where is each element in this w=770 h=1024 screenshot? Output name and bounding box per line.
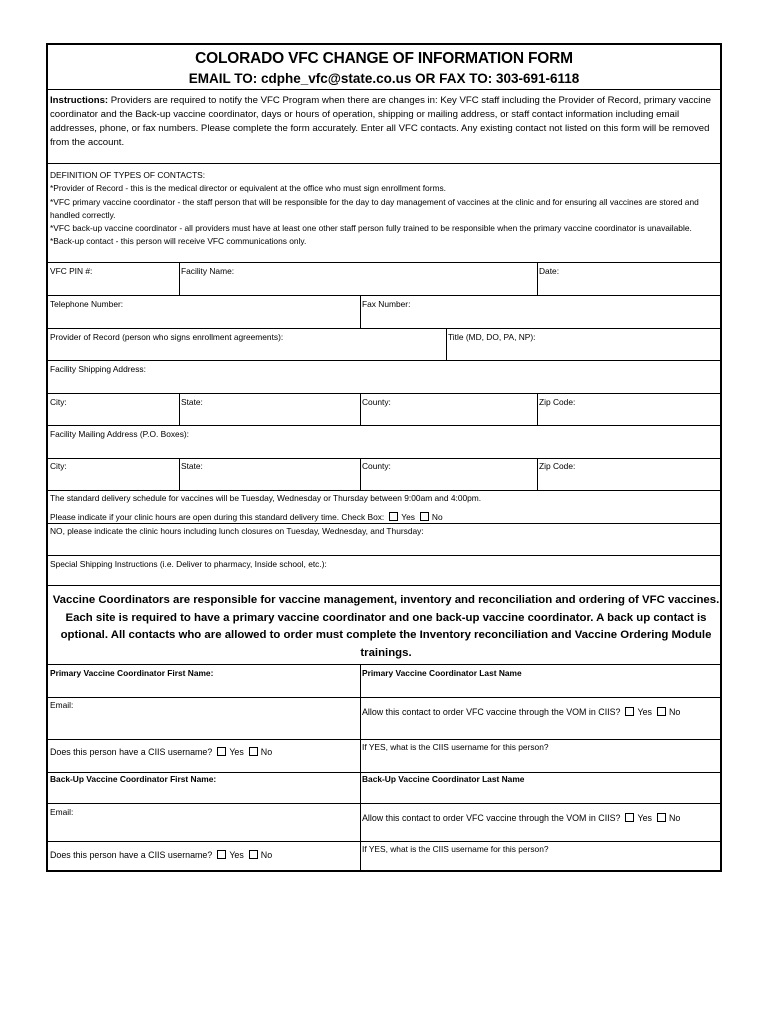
- fax-label: Fax Number:: [362, 299, 411, 309]
- primary-first-name-label: Primary Vaccine Coordinator First Name:: [50, 668, 214, 678]
- definitions-heading: DEFINITION OF TYPES OF CONTACTS:: [50, 170, 206, 180]
- telephone-label: Telephone Number:: [50, 299, 124, 309]
- shipping-address-label: Facility Shipping Address:: [50, 364, 146, 374]
- clinic-hours-instruction: NO, please indicate the clinic hours including lunch closures on Tuesday, Wednesday, and Thursday:: [50, 526, 424, 536]
- vfc-change-form: [46, 43, 722, 872]
- city-label: City:: [50, 397, 67, 407]
- backup-allow-order-yes-checkbox[interactable]: [625, 813, 634, 822]
- primary-allow-order-yes-checkbox[interactable]: [625, 707, 634, 716]
- vfc-pin-facility-date-row[interactable]: [48, 262, 722, 295]
- instructions: [50, 94, 722, 150]
- primary-ciis-username-label: If YES, what is the CIIS username for this person?: [362, 742, 549, 752]
- facility-name-label: Facility Name:: [181, 266, 235, 276]
- coordinator-responsibility-text: Vaccine Coordinators are responsible for vaccine management, inventory and reconciliation and ordering of VFC vaccines. Each site is required to have a primary vaccine coordinator and one back-up vaccine coordinator. A back up contact is optional. All contacts who are allowed to order must complete the Inventory reconciliation and Vaccine Ordering Module trainings.: [52, 594, 720, 659]
- backup-email-field[interactable]: [48, 803, 360, 841]
- backup-ciis-username-label: If YES, what is the CIIS username for this person?: [362, 844, 549, 854]
- definition-backup-coordinator: *VFC back-up vaccine coordinator - all providers must have at least one other staff person fully trained to be responsible when the primary vaccine coordinator is unavailable.: [50, 223, 692, 234]
- city-label: City:: [50, 461, 67, 471]
- state-label: State:: [181, 397, 203, 407]
- clinic-hours-yes-checkbox[interactable]: [389, 512, 398, 521]
- zip-label: Zip Code:: [539, 461, 576, 471]
- instructions-label: Instructions:: [50, 95, 109, 106]
- divider: [48, 89, 720, 90]
- definitions: [50, 169, 722, 249]
- backup-ciis-question: Does this person have a CIIS username? Yes No: [50, 850, 273, 860]
- primary-email-field[interactable]: [48, 697, 360, 739]
- delivery-schedule-text: The standard delivery schedule for vaccines will be Tuesday, Wednesday or Thursday between 9:00am and 4:00pm.: [50, 493, 482, 503]
- date-label: Date:: [539, 266, 560, 276]
- primary-allow-order: Allow this contact to order VFC vaccine through the VOM in CIIS? Yes No: [362, 707, 681, 717]
- primary-last-name-label: Primary Vaccine Coordinator Last Name: [362, 668, 522, 678]
- primary-allow-order-no-checkbox[interactable]: [657, 707, 666, 716]
- state-label: State:: [181, 461, 203, 471]
- definition-provider-of-record: *Provider of Record - this is the medical director or equivalent at the office who must sign enrollment forms.: [50, 183, 446, 194]
- shipping-address-field[interactable]: [48, 360, 722, 393]
- clinic-hours-field[interactable]: [48, 537, 722, 555]
- instructions-text: Providers are required to notify the VFC Program when there are changes in: Key VFC staff including the Provider of Record, primary vaccine coordinator and the Back-up vaccine coordinator, days or hours of operation, shipping or mailing address, or staff contact information including email addresses, phone, or fax numbers. Please complete the form accurately. Enter all VFC contacts. Any existing contact not listed on this form will be removed from the account.: [50, 95, 712, 148]
- definition-backup-contact: *Back-up contact - this person will receive VFC communications only.: [50, 236, 307, 247]
- definition-primary-coordinator: *VFC primary vaccine coordinator - the staff person that will be responsible for the day to day management of vaccines at the clinic and for ensuring all vaccines are stored and handled correctly.: [50, 196, 699, 220]
- backup-ciis-username-field[interactable]: [360, 841, 722, 872]
- email-fax-line: EMAIL TO: cdphe_vfc@state.co.us OR FAX TO: 303-691-6118: [188, 71, 580, 86]
- clinic-hours-question: Please indicate if your clinic hours are open during this standard delivery time. Check Box: Yes No: [50, 512, 443, 522]
- special-shipping-field[interactable]: [48, 571, 722, 585]
- county-label: County:: [362, 461, 391, 471]
- no-label: No: [431, 512, 443, 522]
- backup-email-label: Email:: [50, 807, 74, 817]
- clinic-hours-no-checkbox[interactable]: [420, 512, 429, 521]
- county-label: County:: [362, 397, 391, 407]
- telephone-fax-row[interactable]: [48, 295, 722, 328]
- backup-allow-order-no-checkbox[interactable]: [657, 813, 666, 822]
- backup-ciis-no-checkbox[interactable]: [249, 850, 258, 859]
- backup-name-row[interactable]: [48, 772, 722, 803]
- backup-ciis-yes-checkbox[interactable]: [217, 850, 226, 859]
- mailing-address-label: Facility Mailing Address (P.O. Boxes):: [50, 429, 190, 439]
- primary-ciis-yes-checkbox[interactable]: [217, 747, 226, 756]
- zip-label: Zip Code:: [539, 397, 576, 407]
- provider-of-record-label: Provider of Record (person who signs enrollment agreements):: [50, 332, 284, 342]
- primary-ciis-username-field[interactable]: [360, 739, 722, 772]
- mailing-city-state-row[interactable]: [48, 458, 722, 490]
- vfc-pin-label: VFC PIN #:: [50, 266, 93, 276]
- backup-allow-order: Allow this contact to order VFC vaccine through the VOM in CIIS? Yes No: [362, 813, 681, 823]
- backup-last-name-label: Back-Up Vaccine Coordinator Last Name: [362, 774, 525, 784]
- primary-name-row[interactable]: [48, 664, 722, 697]
- backup-first-name-label: Back-Up Vaccine Coordinator First Name:: [50, 774, 217, 784]
- shipping-city-state-row[interactable]: [48, 393, 722, 425]
- special-shipping-label: Special Shipping Instructions (i.e. Deliver to pharmacy, Inside school, etc.):: [50, 559, 327, 569]
- yes-label: Yes: [401, 512, 415, 522]
- provider-title-row[interactable]: [48, 328, 722, 360]
- primary-ciis-no-checkbox[interactable]: [249, 747, 258, 756]
- primary-email-label: Email:: [50, 700, 74, 710]
- primary-ciis-question: Does this person have a CIIS username? Yes No: [50, 747, 273, 757]
- divider: [48, 163, 720, 164]
- title-label: Title (MD, DO, PA, NP):: [448, 332, 536, 342]
- mailing-address-field[interactable]: [48, 425, 722, 458]
- form-title: COLORADO VFC CHANGE OF INFORMATION FORM: [195, 50, 573, 67]
